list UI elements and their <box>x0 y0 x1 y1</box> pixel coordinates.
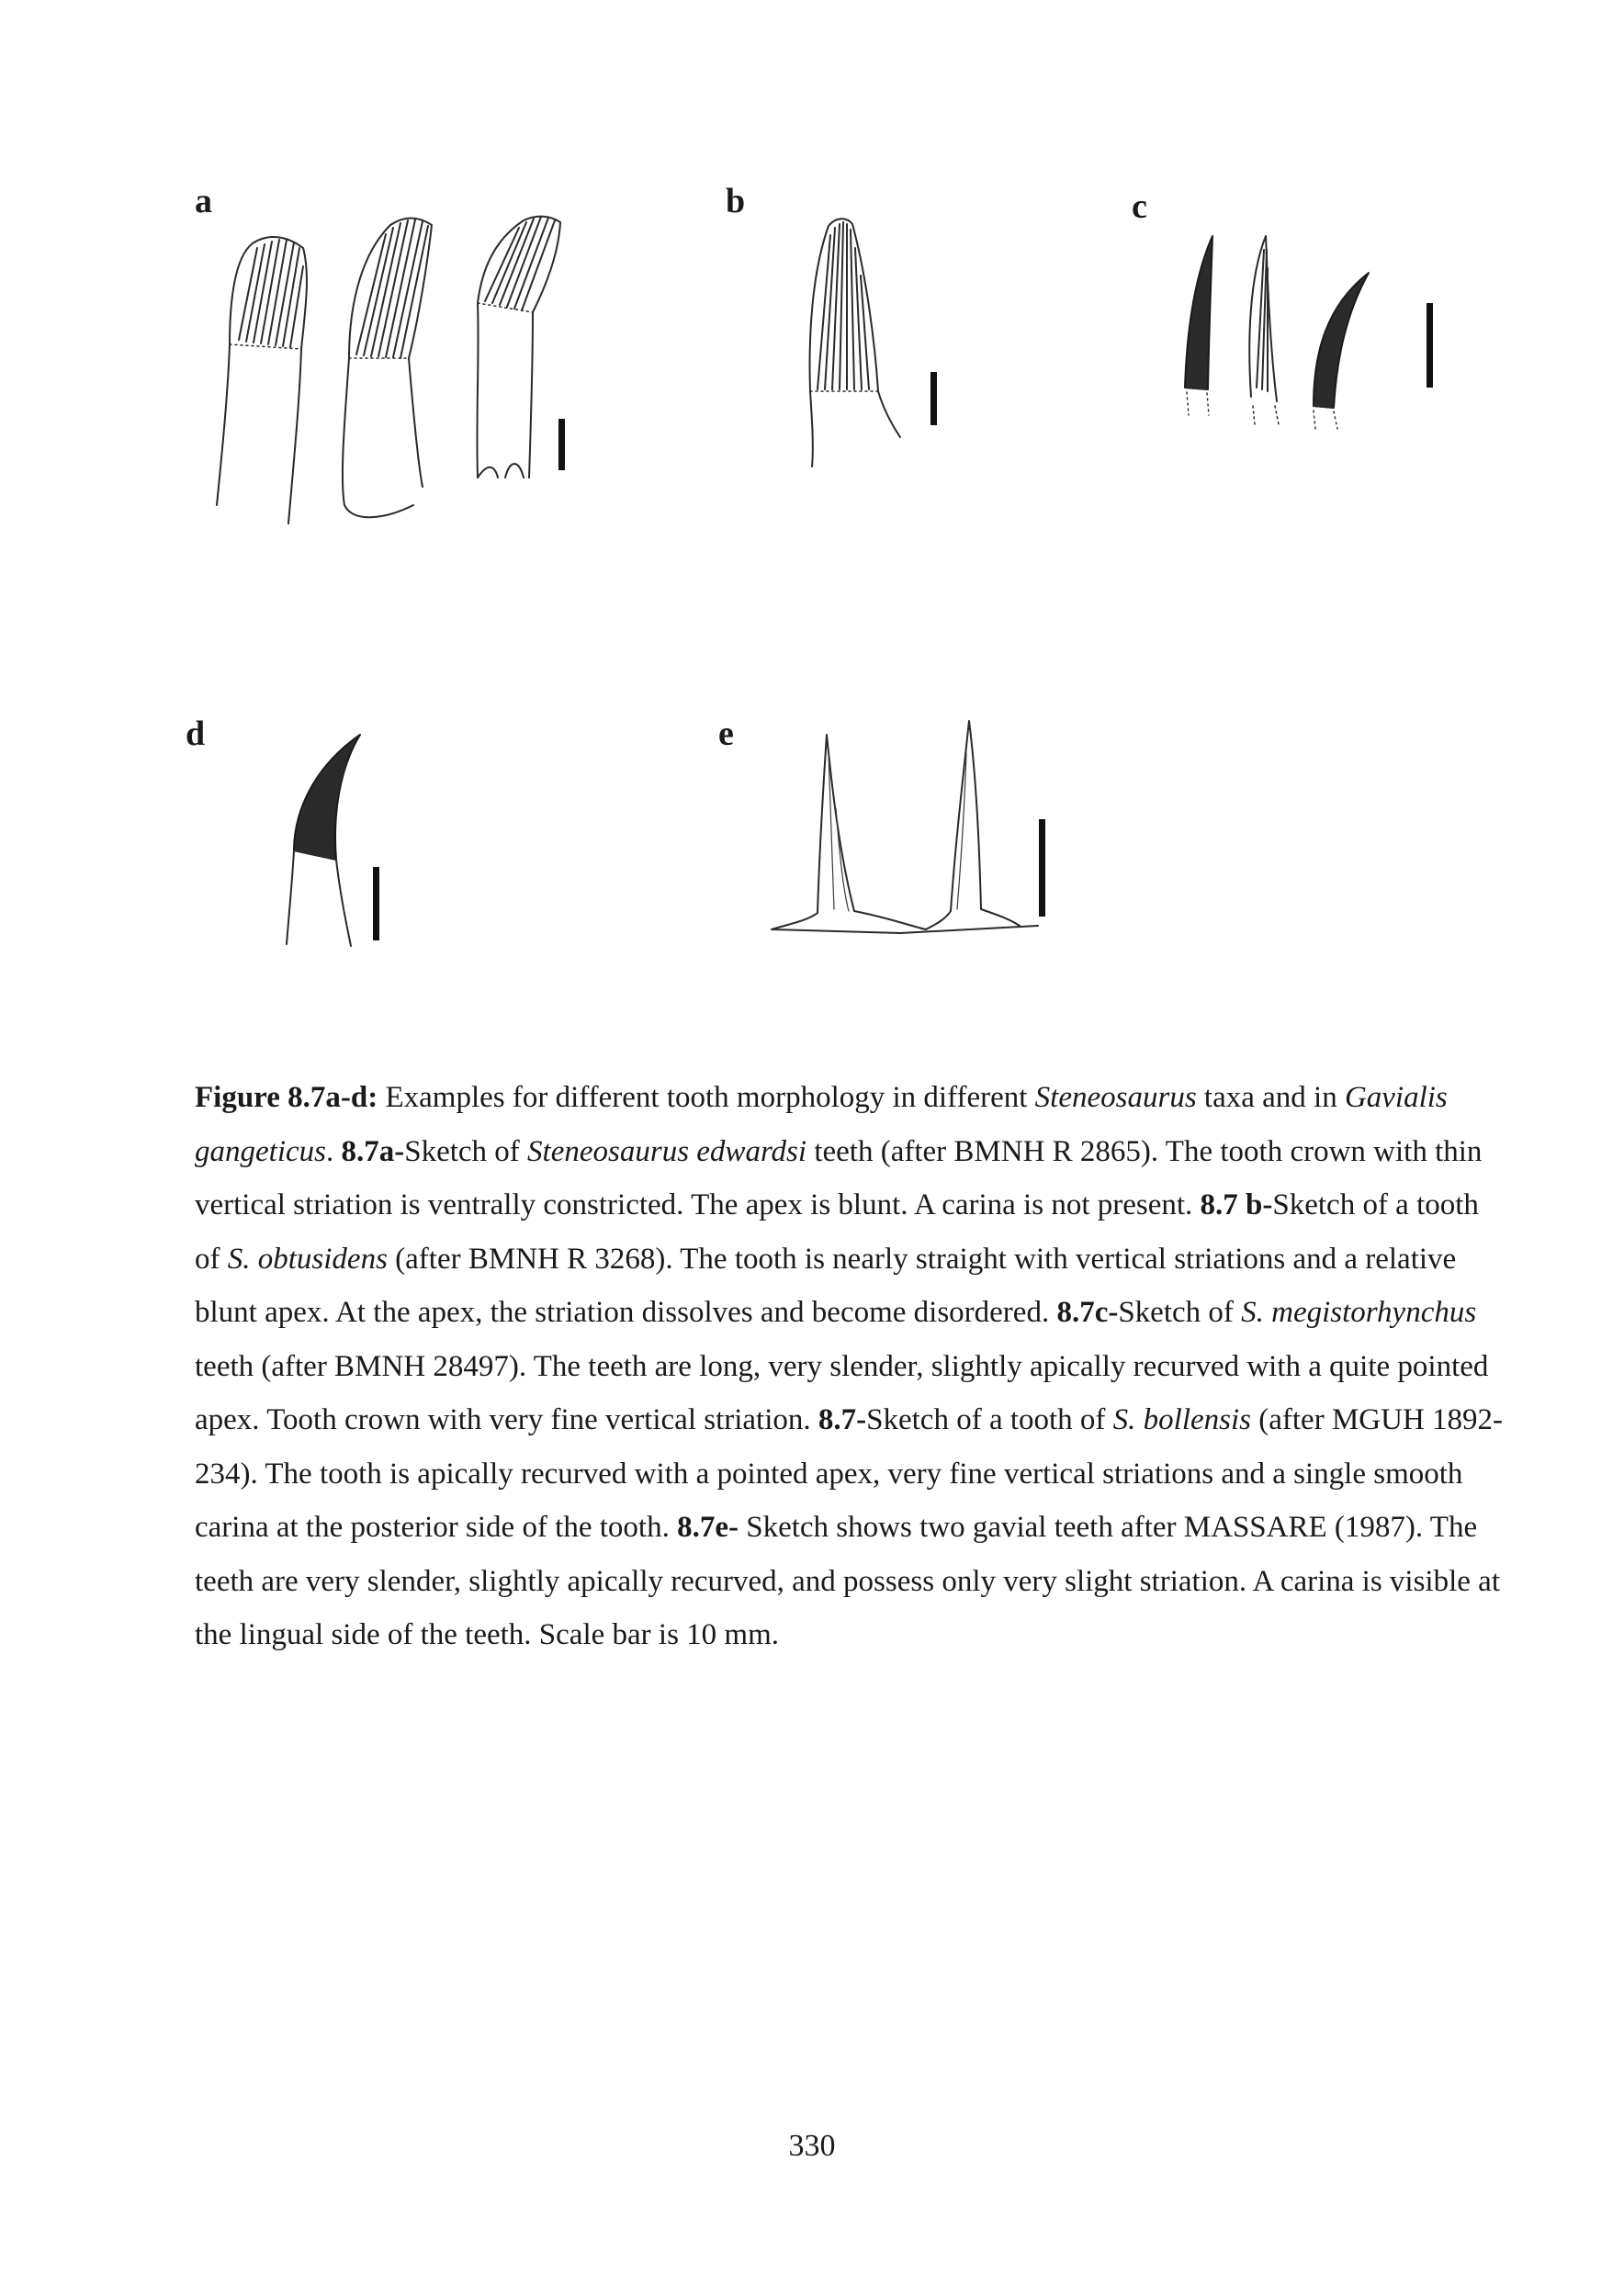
caption-text: . <box>325 1134 342 1168</box>
panel-label-b: b <box>726 182 746 220</box>
page-number: 330 <box>788 2129 836 2163</box>
caption-bold: 8.7c- <box>1056 1296 1119 1329</box>
caption-italic: S. megistorhynchus <box>1241 1296 1477 1329</box>
caption-bold: 8.7a- <box>341 1134 405 1168</box>
caption-text: teeth (after BMNH 28497). The teeth are long, very slender, slightly apically recurved with a quite pointed apex. Tooth crown with very fine vertical striation. <box>195 1349 1489 1436</box>
caption-italic: Steneosaurus edwardsi <box>527 1134 807 1168</box>
caption-text: Sketch of a tooth of <box>195 1188 1479 1276</box>
tooth-sketch-d <box>276 731 386 951</box>
caption-text: (after MGUH 1892-234). The tooth is apically recurved with a pointed apex, very fine vertical striations and a single smooth carina at the posterior side of the tooth. <box>195 1403 1504 1544</box>
caption-bold: 8.7e- <box>677 1511 739 1544</box>
caption-text: Sketch of <box>1118 1296 1242 1329</box>
caption-italic: Steneosaurus <box>1034 1081 1197 1114</box>
panel-label-a: a <box>195 182 212 220</box>
panel-label-e: e <box>718 715 734 753</box>
caption-text: (after BMNH R 3268). The tooth is nearly straight with vertical striations and a relative blunt apex. At the apex, the striation dissolves and become disordered. <box>195 1242 1457 1329</box>
caption-text: Sketch shows two gavial teeth after MASSARE (1987). The teeth are very slender, slightly apically recurved, and possess only very slight striation. A carina is visible at the lingual side of the teeth. Scale bar is 10 mm. <box>195 1511 1500 1651</box>
caption-italic: Gavialis gangeticus <box>195 1081 1448 1168</box>
caption-bold: 8.7 b- <box>1200 1188 1273 1221</box>
tooth-sketch-e <box>762 716 1066 946</box>
figure-caption <box>195 1071 1508 1662</box>
scale-bar-e <box>1039 819 1045 917</box>
scale-bar-c <box>1427 303 1433 388</box>
caption-text: Sketch of <box>404 1134 528 1168</box>
caption-figure-label: Figure 8.7a-d: <box>195 1081 378 1114</box>
caption-text: teeth (after BMNH R 2865). The tooth crown with thin vertical striation is ventrally constricted. The apex is blunt. A carina is not present. <box>195 1134 1483 1221</box>
scale-bar-d <box>373 867 379 940</box>
tooth-sketch-c <box>1176 231 1415 433</box>
panel-label-d: d <box>186 715 206 753</box>
panel-label-c: c <box>1132 187 1147 226</box>
tooth-sketch-a <box>202 211 588 542</box>
caption-text: Sketch of a tooth of <box>866 1403 1113 1436</box>
caption-text: Examples for different tooth morphology in different <box>378 1081 1035 1114</box>
caption-italic: S. bollensis <box>1112 1403 1252 1436</box>
tooth-sketch-b <box>792 217 939 474</box>
caption-bold: 8.7- <box>818 1403 867 1436</box>
scale-bar-a <box>558 419 565 470</box>
scale-bar-b <box>930 372 937 425</box>
caption-text: taxa and in <box>1196 1081 1345 1114</box>
caption-italic: S. obtusidens <box>227 1242 388 1276</box>
